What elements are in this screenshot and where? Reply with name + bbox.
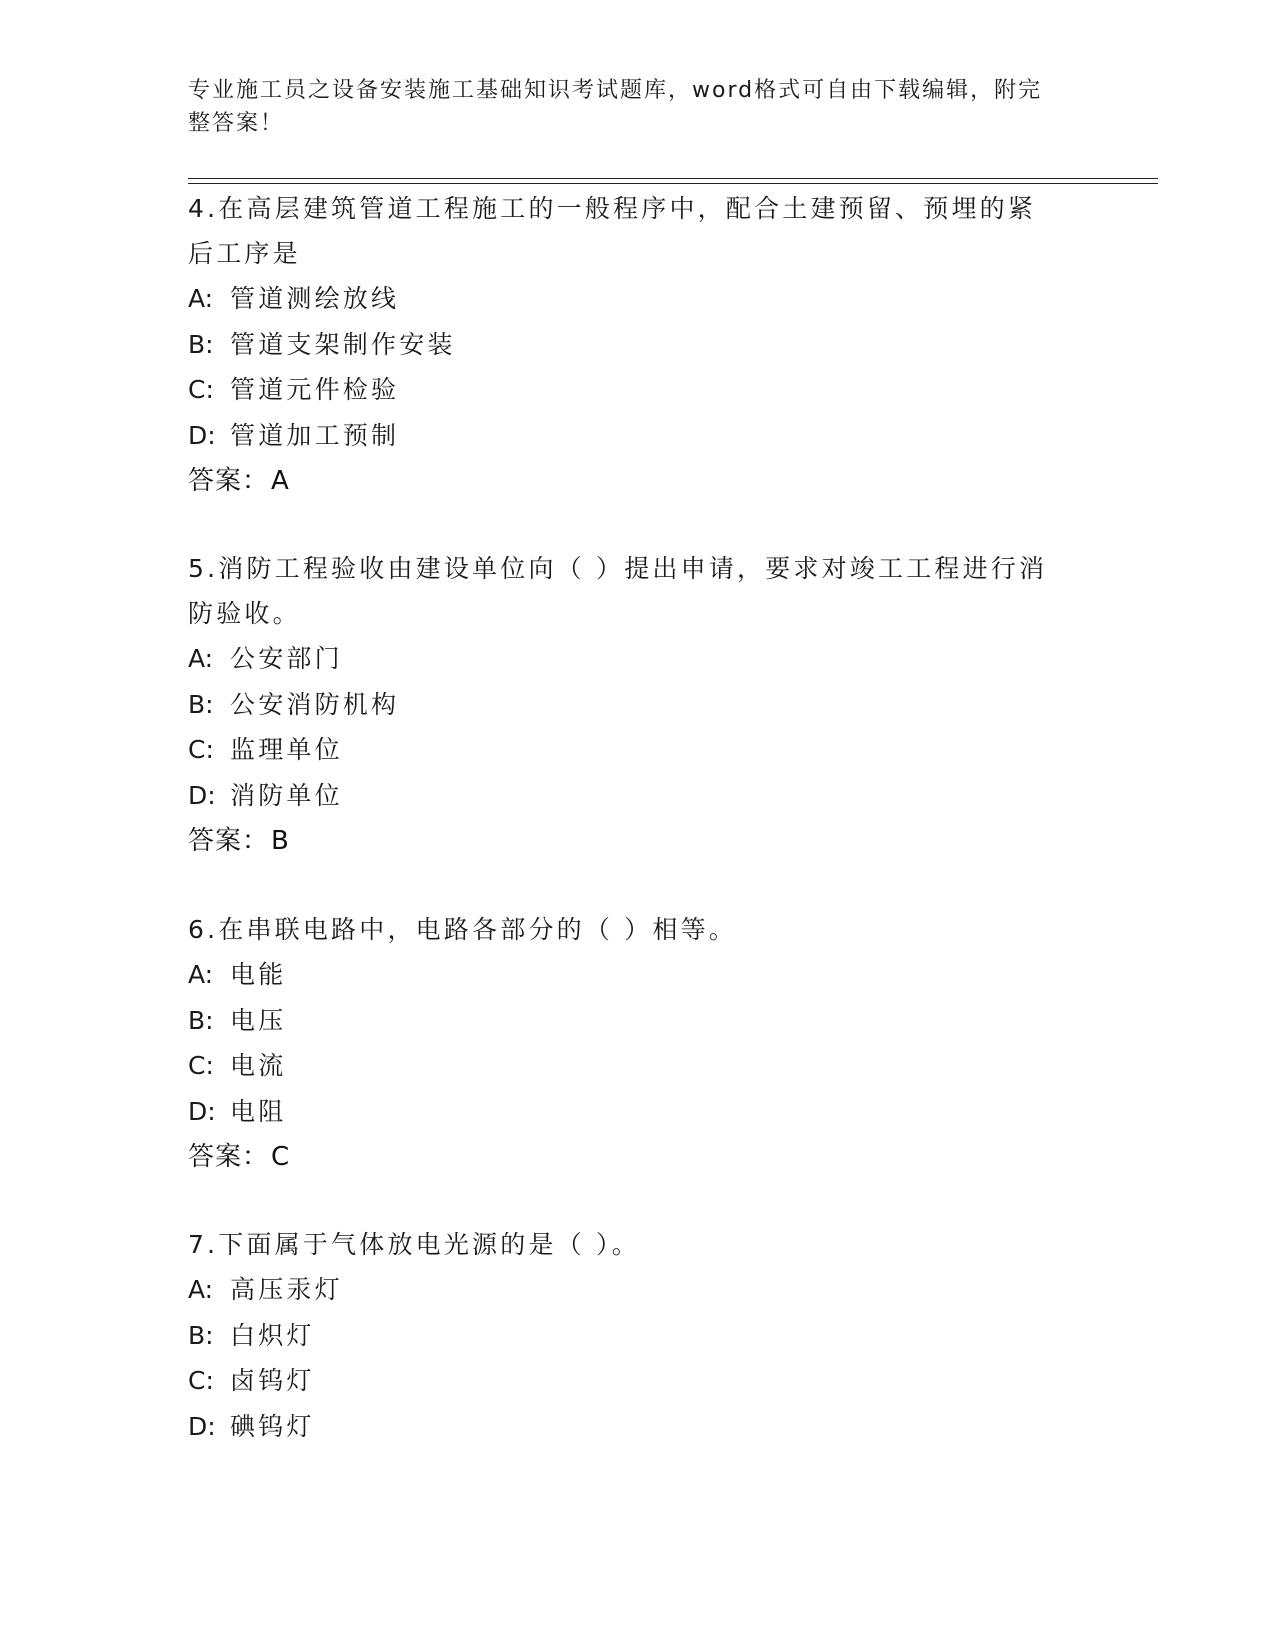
option-letter: D: [188,1411,216,1441]
option-d [188,413,1088,459]
option-b [188,322,1088,368]
option-text: 电流 [230,1051,287,1080]
option-letter: A: [188,644,214,673]
answer [188,1134,1088,1180]
answer-value: A [271,466,290,496]
document-header [188,74,1068,140]
option-text: 白炽灯 [230,1320,315,1350]
option-text: 电压 [230,1005,287,1035]
question-stem-line-2: 防验收。 [188,599,301,628]
header-divider-bottom [188,183,1158,184]
question-stem-line-2: 后工序是 [188,239,301,268]
option-letter: C: [188,1366,214,1395]
option-letter: C: [188,735,214,764]
option-letter: A: [188,284,214,313]
option-a [188,276,1088,322]
option-a [188,1267,1088,1313]
option-text: 公安部门 [230,644,343,673]
header-line-2: 整答案！ [188,111,285,136]
option-letter: D: [188,1096,216,1126]
option-letter: A: [188,960,214,989]
answer [188,458,1088,504]
option-a [188,952,1088,998]
option-text: 卤钨灯 [230,1366,315,1395]
option-text: 管道支架制作安装 [230,329,456,359]
answer-label: 答案： [188,826,270,856]
question-stem-line-1: 5.消防工程验收由建设单位向（ ）提出申请，要求对竣工工程进行消 [188,554,1048,583]
option-text: 管道测绘放线 [230,284,400,313]
option-letter: C: [188,375,214,404]
header-line-1: 专业施工员之设备安装施工基础知识考试题库，word格式可自由下载编辑，附完 [188,78,1043,103]
option-text: 公安消防机构 [230,689,400,719]
option-letter: B: [188,1005,214,1035]
question-stem-line-1: 4.在高层建筑管道工程施工的一般程序中，配合土建预留、预埋的紧 [188,194,1037,223]
option-d [188,1089,1088,1135]
option-letter: B: [188,329,214,359]
question-5 [188,546,1088,864]
header-divider-top [188,178,1158,179]
option-b [188,682,1088,728]
question-6 [188,907,1088,1180]
option-b [188,998,1088,1044]
option-letter: B: [188,689,214,719]
option-letter: A: [188,1275,214,1304]
option-letter: C: [188,1051,214,1080]
option-letter: D: [188,780,216,810]
answer-label: 答案： [188,1142,270,1172]
option-c [188,1358,1088,1404]
option-d [188,1404,1088,1450]
option-text: 电阻 [230,1096,287,1126]
option-a [188,636,1088,682]
question-stem-line-1: 6.在串联电路中，电路各部分的（ ）相等。 [188,915,738,944]
question-4 [188,186,1088,504]
question-7 [188,1222,1088,1449]
answer-value: C [271,1142,291,1172]
option-text: 高压汞灯 [230,1275,343,1304]
option-letter: D: [188,420,216,450]
option-text: 消防单位 [230,780,343,810]
option-text: 管道加工预制 [230,420,400,450]
option-text: 电能 [230,960,287,989]
answer-label: 答案： [188,466,270,496]
option-text: 碘钨灯 [230,1411,315,1441]
option-c [188,367,1088,413]
answer-value: B [271,826,290,856]
option-b [188,1313,1088,1359]
option-c [188,1043,1088,1089]
option-d [188,773,1088,819]
option-c [188,727,1088,773]
option-text: 管道元件检验 [230,375,400,404]
option-text: 监理单位 [230,735,343,764]
question-stem-line-1: 7.下面属于气体放电光源的是（ ）。 [188,1230,640,1259]
option-letter: B: [188,1320,214,1350]
answer [188,818,1088,864]
